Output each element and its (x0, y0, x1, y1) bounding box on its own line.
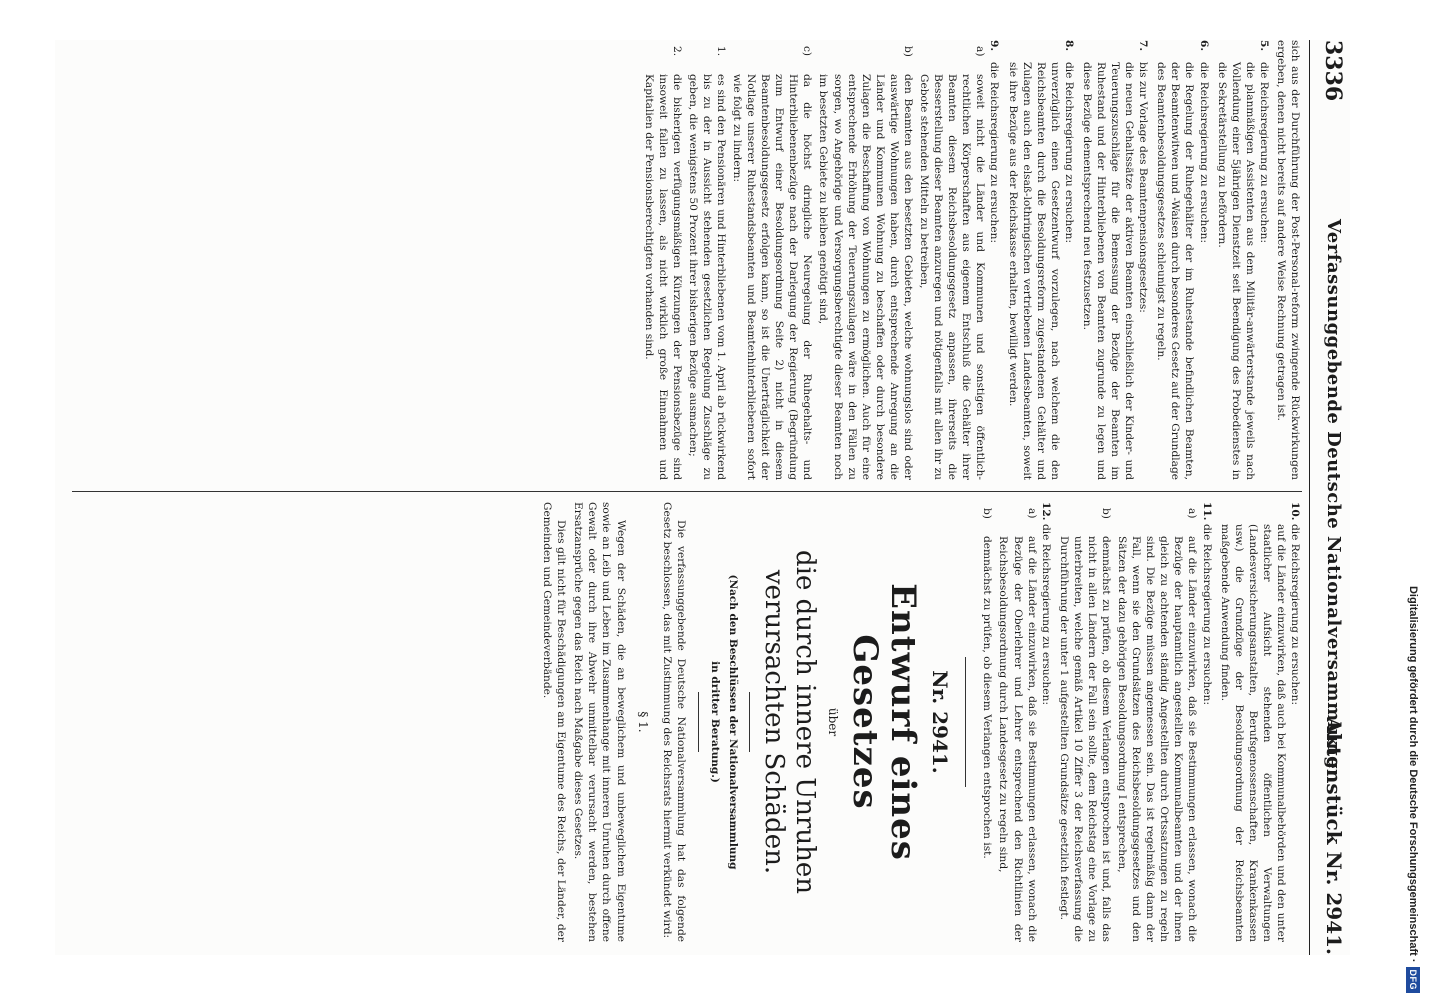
item-heading: die Reichsregierung zu ersuchen: (1289, 524, 1301, 706)
point-number: 1. (714, 46, 727, 57)
item-heading: die Reichsregierung zu ersuchen: (1197, 62, 1210, 244)
item-heading: die Reichsregierung zu ersuchen: (1039, 524, 1052, 706)
resolution-item (1218, 502, 1302, 942)
page-number: 3336 (1320, 40, 1346, 102)
digitization-credit (1398, 8, 1428, 993)
resolution-item (980, 502, 1052, 942)
sub-text: soweit nicht die Länder und Kommunen und sonstigen öffentlich-rechtlichen Körperschaften aus eigenem Entschluß die Gehälter ihrer Beamten diesem Reichsbesoldungsgesetz anpassen, ihrerseits die Besserstellung dieser Beamten anzuregen und nötigenfalls mit allen ihr zu Gebote stehenden Mitteln zu betreiben, (918, 74, 987, 480)
item-body: die neuen Gehaltssätze der aktiven Beamten einschließlich der Kinder- und Teuerungszuschläge für die Bemessung der Bezüge der Beamten im Ruhestand und der Hinterbliebenen von Beamten zugrunde zu legen und diese Bezüge dementsprechend neu festzusetzen. (1080, 62, 1136, 480)
continuation-text: sich aus der Durchführung der Post-Personal-reform zwingende Rückwirkungen ergeben, denen nicht bereits auf andere Weise Rechnung getragen ist. (1274, 40, 1301, 480)
item-heading: die Reichsregierung zu ersuchen: (1200, 524, 1213, 706)
sub-letter: b) (981, 508, 994, 519)
sub-list (641, 40, 987, 480)
sub-letter: b) (1099, 508, 1112, 519)
bill-subject: die durch innere Unruhen verursachten Schäden. (758, 550, 820, 894)
note-rule (698, 692, 699, 752)
numbered-point (641, 40, 683, 480)
item-number: 8. (1062, 40, 1075, 52)
sub-text: auf die Länder einzuwirken, daß sie Bestimmungen erlassen, wonach die Bezüge der hauptamtlich angestellten Kommunalbeamten und der ihnen gleich zu achtenden ständig Angestellten durch Ortssatzungen zu regeln sind. Die Bezüge müssen angemessen sein. Das ist regelmäßig dann der Fall, wenn sie den Grundsätzen des Reichsbesoldungsgesetzes und den Sätzen der dazu gehörigen Besoldungsordnung I entsprechen, (1116, 536, 1199, 942)
column-divider (72, 491, 1302, 492)
dfg-logo: DFG (1406, 967, 1420, 994)
sub-item (996, 502, 1038, 942)
sub-item (1057, 502, 1113, 942)
item-number: 10. (1289, 502, 1301, 521)
bill-title: Entwurf eines Gesetzes (845, 583, 923, 861)
item-heading: die Reichsregierung zu ersuchen: (988, 62, 1001, 244)
sub-text: auf die Länder einzuwirken, daß sie Bestimmungen erlassen, wonach die Bezüge der Oberlehrer und Lehrer entsprechend den Richtlinien der Reichsbesoldungsordnung durch Landesgesetz zu regeln sind, (997, 536, 1038, 942)
sub-letter: c) (801, 46, 814, 57)
sub-letter: a) (974, 46, 987, 57)
sub-text: demnächst zu prüfen, ob diesem Verlangen entsprochen ist. (981, 536, 994, 859)
running-head (1309, 40, 1350, 955)
right-column (62, 502, 1302, 942)
left-column (62, 40, 1302, 480)
item-heading: die Reichsregierung zu ersuchen: (1257, 62, 1270, 244)
scanned-page-rotated (55, 40, 1350, 955)
bill-note-line-1: (Nach den Beschlüssen der Nationalversammlung (726, 574, 739, 870)
item-number: 7. (1137, 40, 1150, 52)
item-body: unverzüglich einen Gesetzentwurf vorzulegen, nach welchem die den Reichsbeamten durch die Besoldungsreform zugestandenen Gehälter und Zulagen auch den elsaß-lothringischen vertriebenen Landesbeamten, soweit sie ihre Bezüge aus der Reichskasse erhalten, bewilligt werden. (1006, 62, 1061, 480)
item-number: 5. (1257, 40, 1270, 52)
section-text-2: Dies gilt nicht für Beschädigungen am Eigentume des Reichs, der Länder, der Gemeinden und Gemeindeverbände. (541, 502, 568, 942)
item-body: die planmäßigen Assistenten aus dem Militär-anwärterstande jeweils nach Vollendung einer 5jährigen Dienstzeit seit Beendigung des Probedienstes in die Sekretärstellung zu befördern. (1215, 62, 1256, 480)
section-rule (965, 657, 966, 787)
credit-text: Digitalisierung gefördert durch die Deutsche Forschungsgemeinschaft · (1407, 585, 1419, 963)
title-rule (749, 692, 750, 752)
section-text: Wegen der Schäden, die an beweglichem und unbeweglichem Eigentume sowie an Leib und Leben im Zusammenhange mit inneren Unruhen durch offene Gewalt oder durch ihre Abwehr unmittelbar verursacht werden, bestehen Ersatzansprüche gegen das Reich nach Maßgabe dieses Gesetzes. (572, 502, 627, 942)
sub-text: da die höchst dringliche Neuregelung der Ruhegehalts- und Hinterbliebenenbezüge nach der Darlegung der Regierung (Begründung zum Entwurf einer Besoldungsordnung Seite 2) nicht in diesem Beamtenbesoldungsgesetz erfolgen kann, so ist die Unerträglichkeit der Notlage unserer Ruhestandsbeamten und Beamtenhinterbliebenen sofort wie folgt zu lindern: (731, 74, 814, 480)
sub-text: demnächst zu prüfen, ob diesem Verlangen entsprochen ist und, falls das nicht in allen Ländern der Fall sein sollte, dem Reichstag eine Vorlage zu unterbreiten, welche gemäß Artikel 10 Ziffer 3 der Reichsverfassung die Durchführung der unter 1 aufgestellten Grundsätze gesetzlich festlegt. (1057, 536, 1112, 942)
sub-letter: a) (1025, 508, 1038, 519)
running-head-title: Verfassunggebende Deutsche Nationalversammlung. (1323, 218, 1344, 777)
bill-number: Nr. 2941. (928, 670, 953, 774)
sub-list (1057, 502, 1200, 942)
resolution-item (1057, 502, 1214, 942)
sub-letter: b) (901, 46, 914, 57)
point-number: 2. (670, 46, 683, 57)
item-heading: die Reichsregierung zu ersuchen: (1062, 62, 1075, 244)
item-number: 11. (1200, 502, 1213, 521)
preamble: Die verfassunggebende Deutsche Nationalversammlung hat das folgende Gesetz beschlossen, das mit Zustimmung des Reichsrats hiermit verkündet wird: (660, 502, 687, 942)
resolution-item (1005, 40, 1075, 480)
item-number: 6. (1197, 40, 1210, 52)
sub-item (730, 40, 814, 480)
sub-item (816, 40, 915, 480)
resolution-item (1154, 40, 1210, 480)
page (55, 40, 1350, 955)
item-number: 9. (988, 40, 1001, 52)
sub-list (980, 502, 1038, 942)
bill-ueber: über (825, 707, 840, 737)
numbered-point (686, 40, 728, 480)
point-text: es sind den Pensionären und Hinterbliebenen vom 1. April ab rückwirkend bis zu der in Aussicht stehenden gesetzlichen Regelung Zuschläge zu geben, die wenigstens 50 Prozent ihrer bisherigen Bezüge ausmachen; (686, 74, 727, 480)
document-number: Aktenstück Nr. 2941. (1322, 717, 1346, 955)
sub-letter: a) (1186, 508, 1199, 519)
item-body: auf die Länder einzuwirken, daß auch bei Kommunalbehörden und den unter staatlicher Aufsicht stehenden öffentlichen Verwaltungen (Landesversicherungsanstalten, Berufsgenossenschaften, Krankenkassen usw.) die Grundzüge der Besoldungsordnung der Reichsbeamten maßgebende Anwendung finden. (1218, 524, 1287, 942)
item-body: die Regelung der Ruhegehälter der im Ruhestande befindlichen Beamten, der Beamtenwitwen und -Waisen durch besonderes Gesetz auf der Grundlage des Beamtenbesoldungsgesetzes schleunigst zu regeln. (1155, 62, 1196, 480)
item-number: 12. (1039, 502, 1052, 521)
sub-text: den Beamten aus den besetzten Gebieten, welche wohnungslos sind oder auswärtige Wohnungen haben, durch entsprechende Anregung an die Länder und Kommunen Wohnung zu beschaffen oder durch besondere Zulagen die Beschaffung von Wohnungen zu ermöglichen. Auch für eine entsprechende Erhöhung der Teuerungszulagen wäre in den Fällen zu sorgen, wo Angehörige und Versorgungsberechtigte dieser Beamten noch im besetzten Gebiete zu bleiben genötigt sind, (817, 74, 914, 480)
resolution-item (1215, 40, 1271, 480)
resolution-item (641, 40, 1001, 480)
sub-item (1115, 502, 1199, 942)
sub-item (917, 40, 987, 480)
sub-item (980, 502, 994, 942)
point-text: die bisherigen verfügungsmäßigen Kürzungen der Pensionsbezüge sind insoweit fallen zu lassen, als nicht wirklich große Einnahmen und Kapitalien der Pensionsberechtigten vorhanden sind. (642, 74, 683, 480)
bill-note-line-2: in dritter Beratung.) (708, 661, 721, 783)
resolution-item (1080, 40, 1150, 480)
section-heading: § 1. (635, 711, 650, 733)
item-heading: bis zur Vorlage des Beamtenpensionsgesetzes: (1137, 62, 1150, 313)
